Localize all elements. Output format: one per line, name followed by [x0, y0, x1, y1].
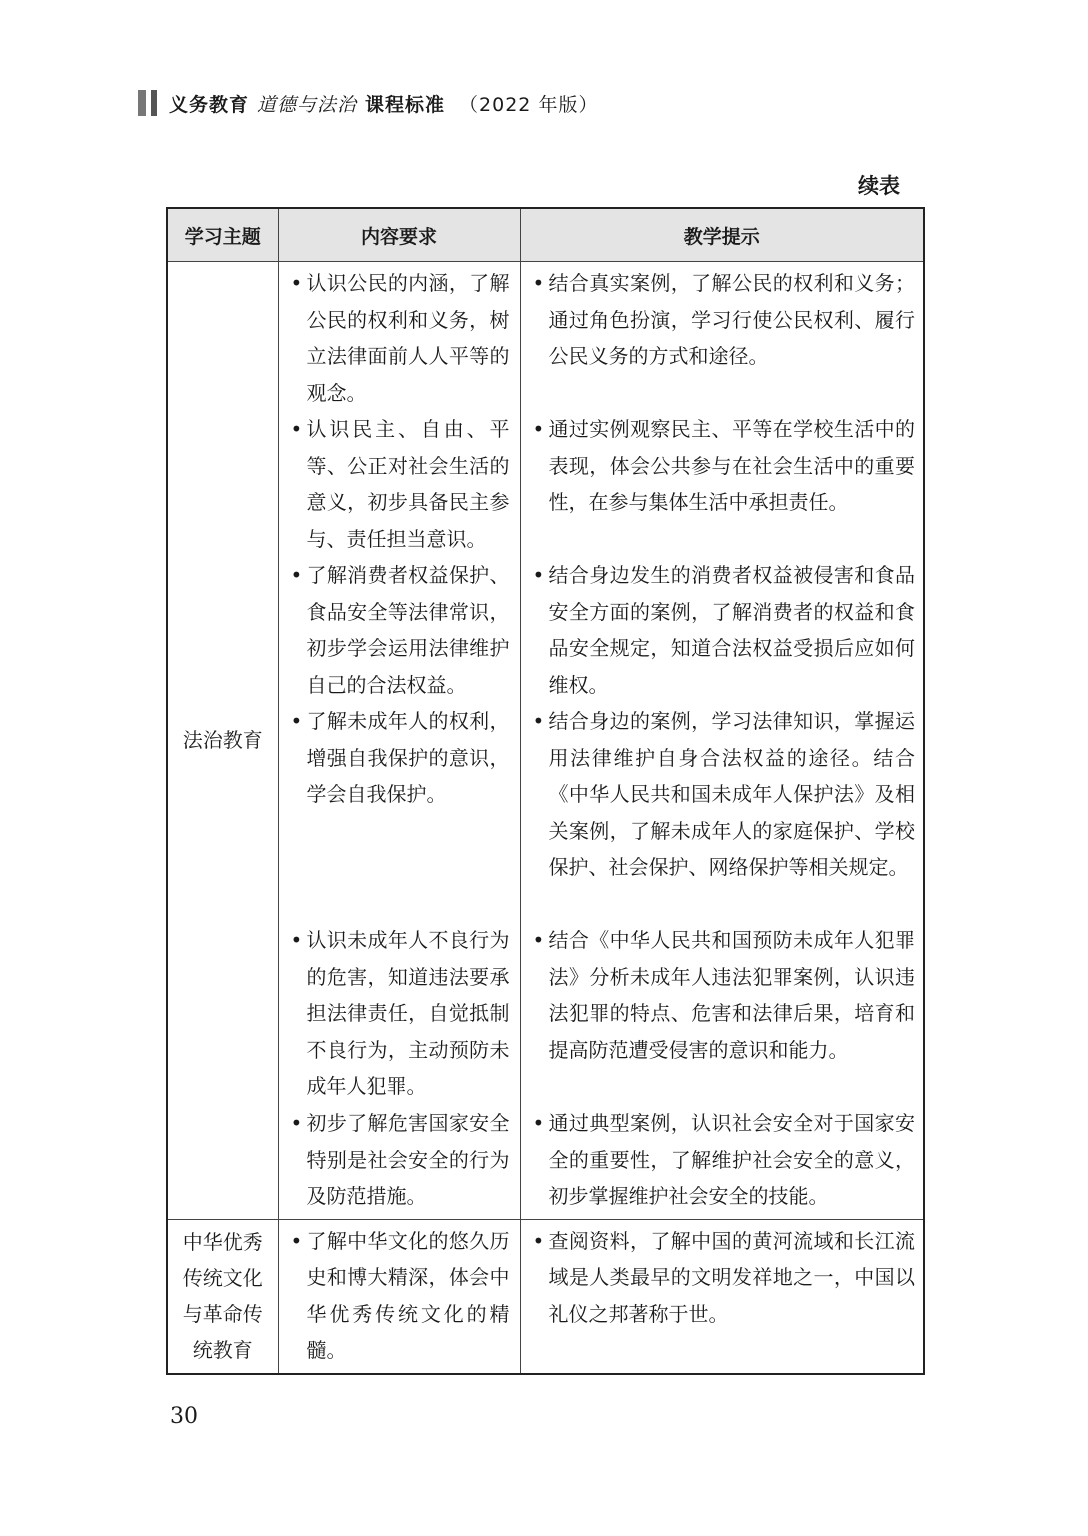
tip-text: 结合身边的案例，学习法律知识，掌握运用法律维护自身合法权益的途径。结合《中华人民共和国未成年人保护法》及相关案例，了解未成年人的家庭保护、学校保护、社会保护、网络保护等相关规定。 [548, 709, 915, 879]
table-header-row [167, 208, 924, 262]
content-text: 了解中华文化的悠久历史和博大精深，体会中华优秀传统文化的精髓。 [306, 1228, 510, 1362]
list-item: • 结合身边发生的消费者权益被侵害和食品安全方面的案例，了解消费者的权益和食品安全规定，知道合法权益受损后应如何维权。 [532, 563, 915, 697]
list-item: • 了解未成年人的权利，增强自我保护的意识，学会自我保护。 [290, 709, 510, 806]
book-title [169, 90, 598, 117]
book-title-part1: 义务教育 [169, 93, 250, 116]
theme-label: 中华优秀传统文化与革命传统教育 [182, 1230, 263, 1362]
theme-cell [167, 1219, 278, 1374]
table-row [167, 262, 924, 1220]
list-item: • 认识未成年人不良行为的危害，知道违法要承担法律责任，自觉抵制不良行为，主动预防未成年人犯罪。 [290, 928, 510, 1098]
book-title-part4: （2022 年版） [459, 93, 599, 116]
content-requirements-cell [278, 262, 520, 1220]
header-bar-2 [151, 90, 157, 116]
tip-text: 通过实例观察民主、平等在学校生活中的表现，体会公共参与在社会生活中的重要性，在参与集体生活中承担责任。 [548, 417, 915, 514]
list-item: • 了解消费者权益保护、食品安全等法律常识，初步学会运用法律维护自己的合法权益。 [290, 563, 510, 697]
header-bar-1 [138, 90, 146, 116]
book-title-part2: 道德与法治 [257, 93, 358, 116]
list-item: • 结合《中华人民共和国预防未成年人犯罪法》分析未成年人违法犯罪案例，认识违法犯罪的特点、危害和法律后果，培育和提高防范遭受侵害的意识和能力。 [532, 928, 915, 1062]
content-text: 了解未成年人的权利，增强自我保护的意识，学会自我保护。 [306, 709, 510, 806]
header-bars-decoration [138, 90, 157, 116]
tip-text: 结合身边发生的消费者权益被侵害和食品安全方面的案例，了解消费者的权益和食品安全规定，知道合法权益受损后应如何维权。 [548, 563, 915, 697]
table-row [167, 1219, 924, 1374]
continued-table-label: 续表 [858, 174, 900, 198]
tip-text: 通过典型案例，认识社会安全对于国家安全的重要性，了解维护社会安全的意义，初步掌握维护社会安全的技能。 [548, 1111, 915, 1208]
content-text: 认识公民的内涵，了解公民的权利和义务，树立法律面前人人平等的观念。 [306, 271, 510, 405]
list-item: • 认识民主、自由、平等、公正对社会生活的意义，初步具备民主参与、责任担当意识。 [290, 417, 510, 551]
header-theme: 学习主题 [167, 208, 278, 262]
tip-text: 查阅资料，了解中国的黄河流域和长江流域是人类最早的文明发祥地之一，中国以礼仪之邦著称于世。 [548, 1228, 915, 1326]
content-text: 认识民主、自由、平等、公正对社会生活的意义，初步具备民主参与、责任担当意识。 [306, 417, 510, 551]
theme-label: 法治教育 [182, 728, 263, 753]
list-item: • 结合真实案例，了解公民的权利和义务；通过角色扮演，学习行使公民权利、履行公民义务的方式和途径。 [532, 271, 915, 368]
theme-cell [167, 262, 278, 1220]
teaching-tips-cell [520, 262, 924, 1220]
book-title-part3: 课程标准 [365, 93, 446, 116]
list-item: • 结合身边的案例，学习法律知识，掌握运用法律维护自身合法权益的途径。结合《中华人民共和国未成年人保护法》及相关案例，了解未成年人的家庭保护、学校保护、社会保护、网络保护等相关规定。 [532, 709, 915, 879]
list-item: • 初步了解危害国家安全特别是社会安全的行为及防范措施。 [290, 1111, 510, 1208]
curriculum-table [166, 207, 925, 1375]
tip-text: 结合真实案例，了解公民的权利和义务；通过角色扮演，学习行使公民权利、履行公民义务的方式和途径。 [548, 271, 915, 368]
list-item: • 通过典型案例，认识社会安全对于国家安全的重要性，了解维护社会安全的意义，初步掌握维护社会安全的技能。 [532, 1111, 915, 1208]
list-item: • 通过实例观察民主、平等在学校生活中的表现，体会公共参与在社会生活中的重要性，在参与集体生活中承担责任。 [532, 417, 915, 514]
content-requirements-cell [278, 1219, 520, 1374]
tip-text: 结合《中华人民共和国预防未成年人犯罪法》分析未成年人违法犯罪案例，认识违法犯罪的特点、危害和法律后果，培育和提高防范遭受侵害的意识和能力。 [548, 928, 915, 1062]
header-teaching-tips: 教学提示 [520, 208, 924, 262]
teaching-tips-cell [520, 1219, 924, 1374]
content-text: 初步了解危害国家安全特别是社会安全的行为及防范措施。 [306, 1111, 510, 1208]
page-number: 30 [170, 1404, 198, 1429]
content-text: 认识未成年人不良行为的危害，知道违法要承担法律责任，自觉抵制不良行为，主动预防未成年人犯罪。 [306, 928, 510, 1098]
list-item: • 认识公民的内涵，了解公民的权利和义务，树立法律面前人人平等的观念。 [290, 271, 510, 405]
list-item: • 了解中华文化的悠久历史和博大精深，体会中华优秀传统文化的精髓。 [290, 1228, 510, 1362]
list-item: • 查阅资料，了解中国的黄河流域和长江流域是人类最早的文明发祥地之一，中国以礼仪之邦著称于世。 [532, 1228, 915, 1326]
content-text: 了解消费者权益保护、食品安全等法律常识，初步学会运用法律维护自己的合法权益。 [306, 563, 510, 697]
header-content-requirements: 内容要求 [278, 208, 520, 262]
running-header [138, 86, 598, 120]
